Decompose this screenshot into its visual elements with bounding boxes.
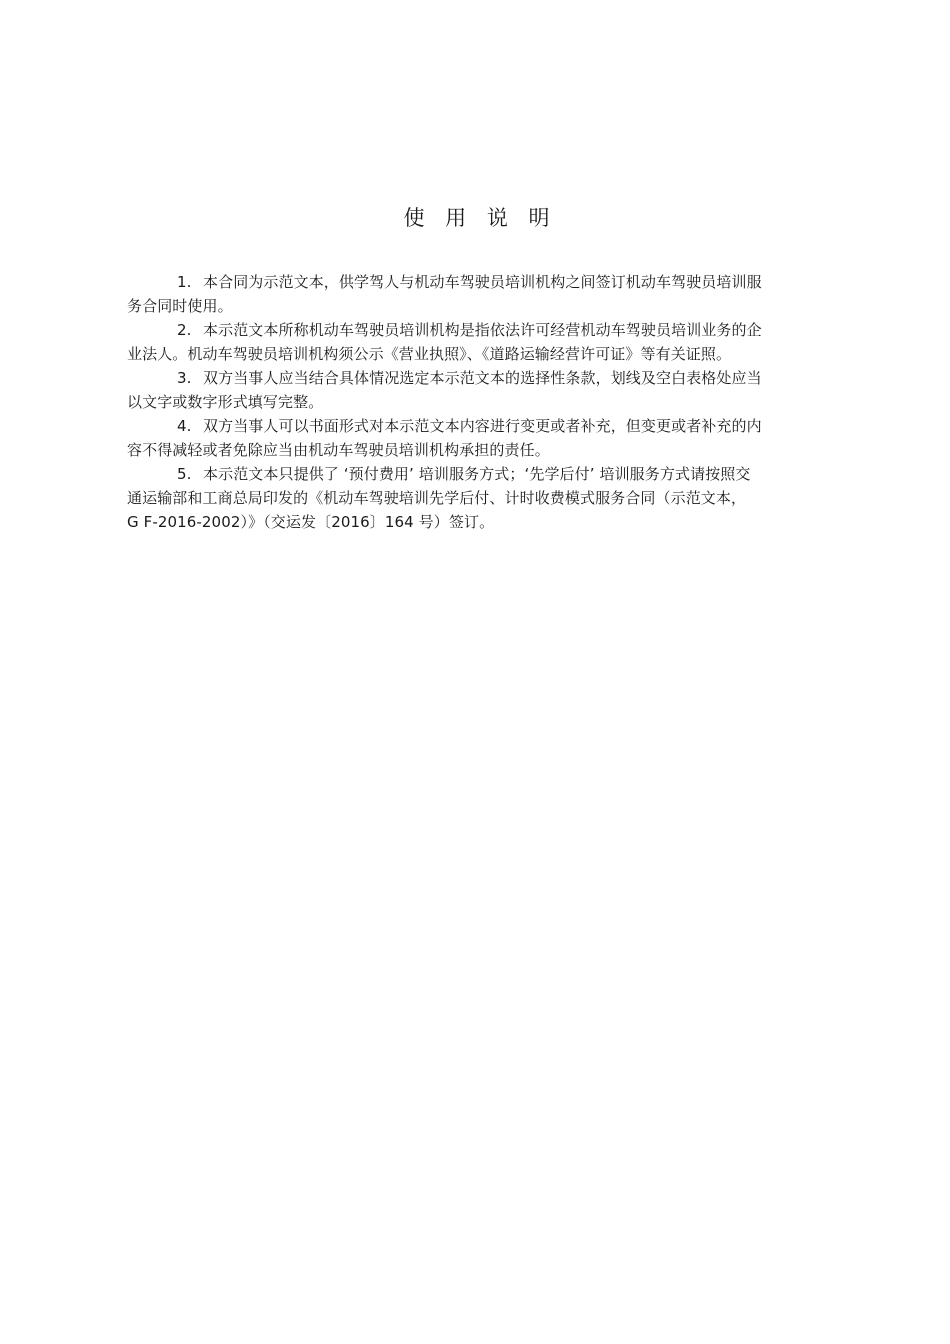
instruction-paragraph-4	[127, 414, 833, 462]
paragraph-text: 双方当事人应当结合具体情况选定本示范文本的选择性条款，划线及空白表格处应当	[203, 369, 762, 387]
document-title: 使 用 说 明	[403, 206, 557, 230]
paragraph-number: 1.	[177, 273, 192, 291]
instruction-paragraph-3	[127, 366, 833, 414]
paragraph-number: 5.	[177, 465, 192, 483]
instruction-paragraph-1	[127, 270, 833, 318]
paragraph-text: 本示范文本所称机动车驾驶员培训机构是指依法许可经营机动车驾驶员培训业务的企	[203, 321, 762, 339]
paragraph-text: 通运输部和工商总局印发的《机动车驾驶培训先学后付、计时收费模式服务合同（示范文本，	[127, 489, 747, 507]
paragraph-text: 本合同为示范文本，供学驾人与机动车驾驶员培训机构之间签订机动车驾驶员培训服	[203, 273, 762, 291]
paragraph-text: 双方当事人可以书面形式对本示范文本内容进行变更或者补充，但变更或者补充的内	[203, 417, 762, 435]
paragraph-text: 业法人。机动车驾驶员培训机构须公示《营业执照》、《道路运输经营许可证》等有关证照。	[127, 345, 732, 363]
paragraph-text: 容不得减轻或者免除应当由机动车驾驶员培训机构承担的责任。	[127, 441, 550, 459]
paragraph-number: 2.	[177, 321, 192, 339]
paragraph-text: G F-2016-2002）》（交运发〔2016〕164 号）签订。	[127, 513, 495, 531]
paragraph-text: 务合同时使用。	[127, 297, 233, 315]
instruction-paragraph-2	[127, 318, 833, 366]
paragraph-number: 3.	[177, 369, 192, 387]
paragraph-text: 以文字或数字形式填写完整。	[127, 393, 324, 411]
instruction-paragraph-5	[127, 462, 833, 534]
instructions-body	[127, 270, 833, 534]
paragraph-text: 本示范文本只提供了 ‘预付费用’ 培训服务方式；‘先学后付’ 培训服务方式请按照交	[203, 465, 751, 483]
paragraph-number: 4.	[177, 417, 192, 435]
